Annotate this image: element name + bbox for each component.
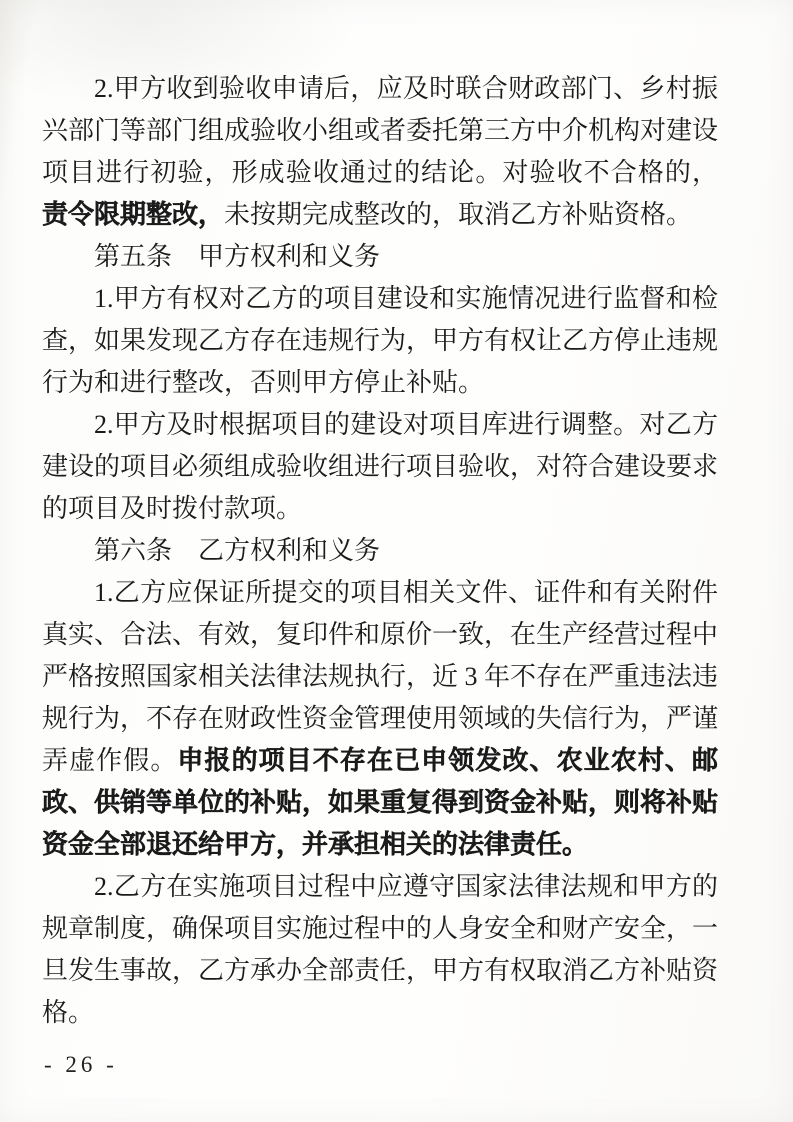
article-5-item-1: 1.甲方有权对乙方的项目建设和实施情况进行监督和检查，如果发现乙方存在违规行为，甲方有权让乙方停止违规行为和进行整改，否则甲方停止补贴。 [42, 284, 719, 397]
intro-item-2-text: 2.甲方收到验收申请后，应及时联合财政部门、乡村振兴部门等部门组成验收小组或者委托第三方中介机构对建设项目进行初验，形成验收通过的结论。对验收不合格的， [42, 74, 719, 187]
intro-item-2-paragraph [42, 68, 718, 236]
intro-item-2-text-end: 未按期完成整改的，取消乙方补贴资格。 [224, 200, 693, 229]
article-6-item-2: 2.乙方在实施项目过程中应遵守国家法律法规和甲方的规章制度，确保项目实施过程中的人身安全和财产安全，一旦发生事故，乙方承办全部责任，甲方有权取消乙方补贴资格。 [42, 872, 719, 1027]
article-5-item-2: 2.甲方及时根据项目的建设对项目库进行调整。对乙方建设的项目必须组成验收组进行项目验收，对符合建设要求的项目及时拨付款项。 [42, 410, 719, 523]
article-6-item-1 [42, 572, 718, 866]
page-number: - 26 - [44, 1052, 118, 1077]
intro-item-2-bold-text: 责令限期整改， [42, 200, 225, 229]
article-5-heading: 第五条 甲方权利和义务 [94, 242, 381, 271]
article-6-heading: 第六条 乙方权利和义务 [94, 536, 381, 565]
document-body [42, 68, 718, 1034]
article-6-item-1-bold-text: 申报的项目不存在已申领发改、农业农村、邮政、供销等单位的补贴，如果重复得到资金补贴，则将补贴资金全部退还给甲方，并承担相关的法律责任。 [42, 746, 719, 859]
article-6-item-1-text: 1.乙方应保证所提交的项目相关文件、证件和有关附件真实、合法、有效，复印件和原价一致，在生产经营过程中严格按照国家相关法律法规执行，近 3 年不存在严重违法违规行为，不存在财政性资金管理使用领域的失信行为，严谨弄虚作假。 [42, 578, 719, 775]
